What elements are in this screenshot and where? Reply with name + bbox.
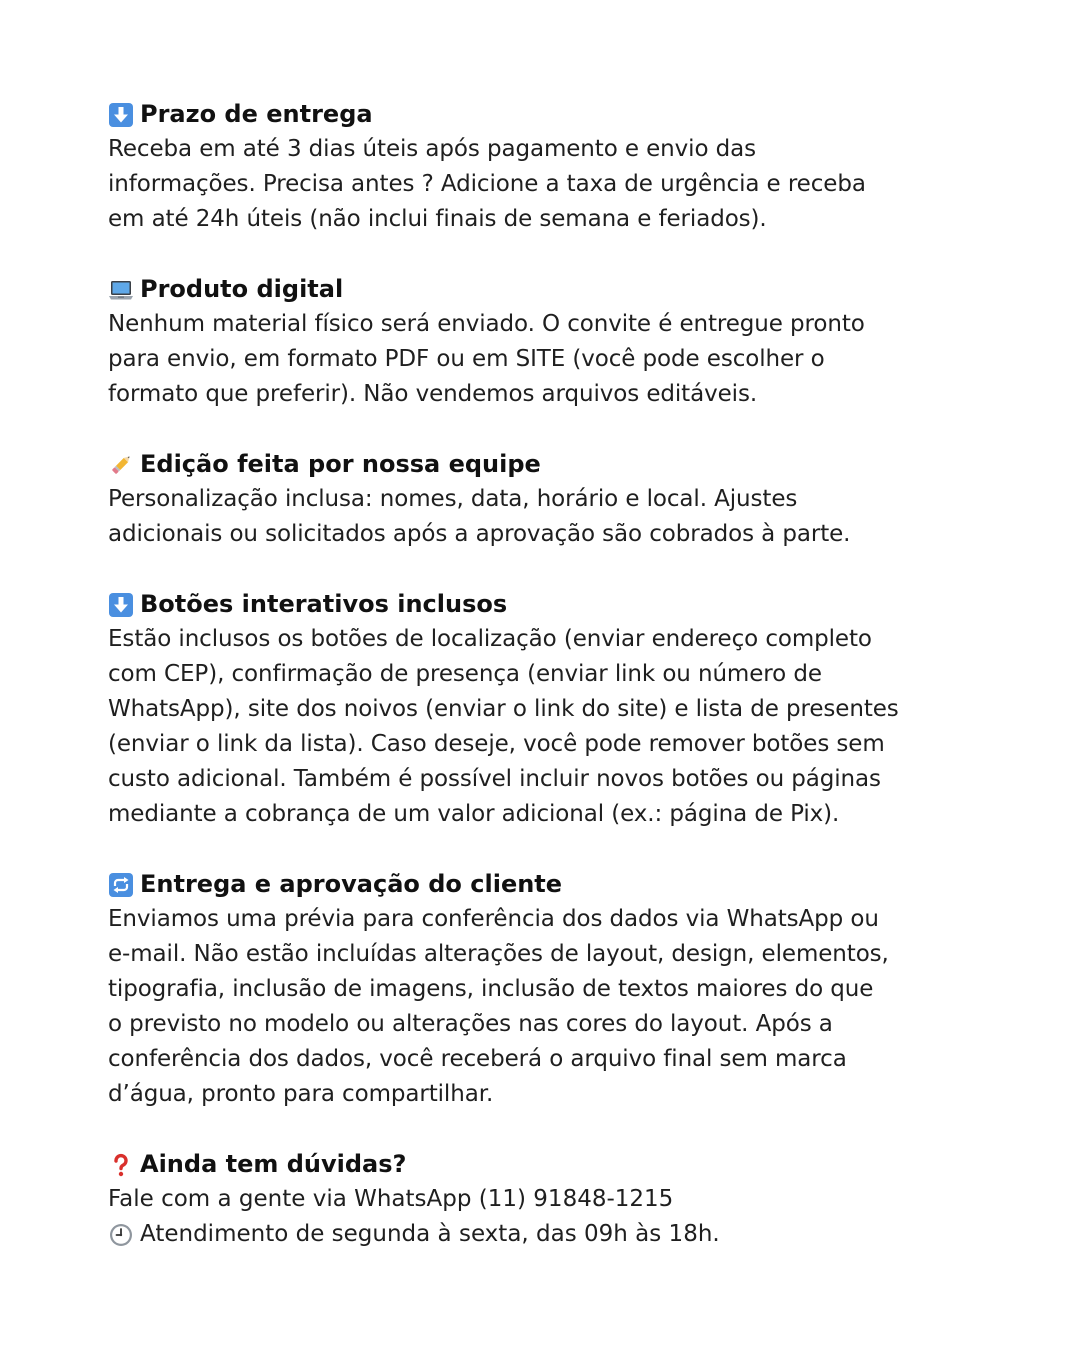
question-mark-icon [108, 1152, 134, 1178]
section-text: Estão inclusos os botões de localização (enviar endereço completo com CEP), confirmação de presença (enviar link ou número de WhatsApp), site dos noivos (enviar o link do site) e lista de presentes (enviar o link da lista). Caso deseje, você pode remover botões sem custo adicional. Também é possível incluir novos botões ou páginas mediante a cobrança de um valor adicional (ex.: página de Pix). [108, 626, 899, 827]
section-text: Enviamos uma prévia para conferência dos dados via WhatsApp ou e-mail. Não estão incluídas alterações de layout, design, elementos, tipografia, inclusão de imagens, inclusão de textos maiores do que o previsto no modelo ou alterações nas cores do layout. Após a conferência dos dados, você receberá o arquivo final sem marca d’água, pronto para compartilhar. [108, 906, 889, 1107]
down-arrow-icon [108, 592, 134, 618]
hours-text: Atendimento de segunda à sexta, das 09h às 18h. [140, 1221, 720, 1247]
contact-text: Fale com a gente via WhatsApp (11) 91848-1215 [108, 1186, 674, 1212]
section-heading [108, 272, 988, 307]
section-title: Edição feita por nossa equipe [140, 450, 541, 478]
section-title: Prazo de entrega [140, 100, 373, 128]
down-arrow-icon [108, 102, 134, 128]
hours-line [108, 1217, 988, 1252]
content-column [108, 97, 988, 1287]
section-editing [108, 447, 988, 552]
section-text: Nenhum material físico será enviado. O convite é entregue pronto para envio, em formato PDF ou em SITE (você pode escolher o formato que preferir). Não vendemos arquivos editáveis. [108, 311, 865, 407]
section-interactive-buttons [108, 587, 988, 832]
section-title: Produto digital [140, 275, 344, 303]
section-heading [108, 1147, 988, 1182]
section-heading [108, 97, 988, 132]
section-text: Personalização inclusa: nomes, data, horário e local. Ajustes adicionais ou solicitados após a aprovação são cobrados à parte. [108, 486, 851, 547]
section-heading [108, 867, 988, 902]
contact-line [108, 1182, 988, 1217]
pencil-icon [108, 452, 134, 478]
laptop-icon [108, 277, 134, 303]
clock-icon [108, 1222, 134, 1248]
section-heading [108, 587, 988, 622]
section-delivery-approval [108, 867, 988, 1112]
section-title: Entrega e aprovação do cliente [140, 870, 563, 898]
repeat-icon [108, 872, 134, 898]
section-digital-product [108, 272, 988, 412]
section-title: Ainda tem dúvidas? [140, 1150, 407, 1178]
section-heading [108, 447, 988, 482]
section-delivery-time [108, 97, 988, 237]
section-text: Receba em até 3 dias úteis após pagamento e envio das informações. Precisa antes ? Adicione a taxa de urgência e receba em até 24h úteis (não inclui finais de semana e feriados). [108, 136, 866, 232]
section-title: Botões interativos inclusos [140, 590, 508, 618]
section-questions [108, 1147, 988, 1252]
